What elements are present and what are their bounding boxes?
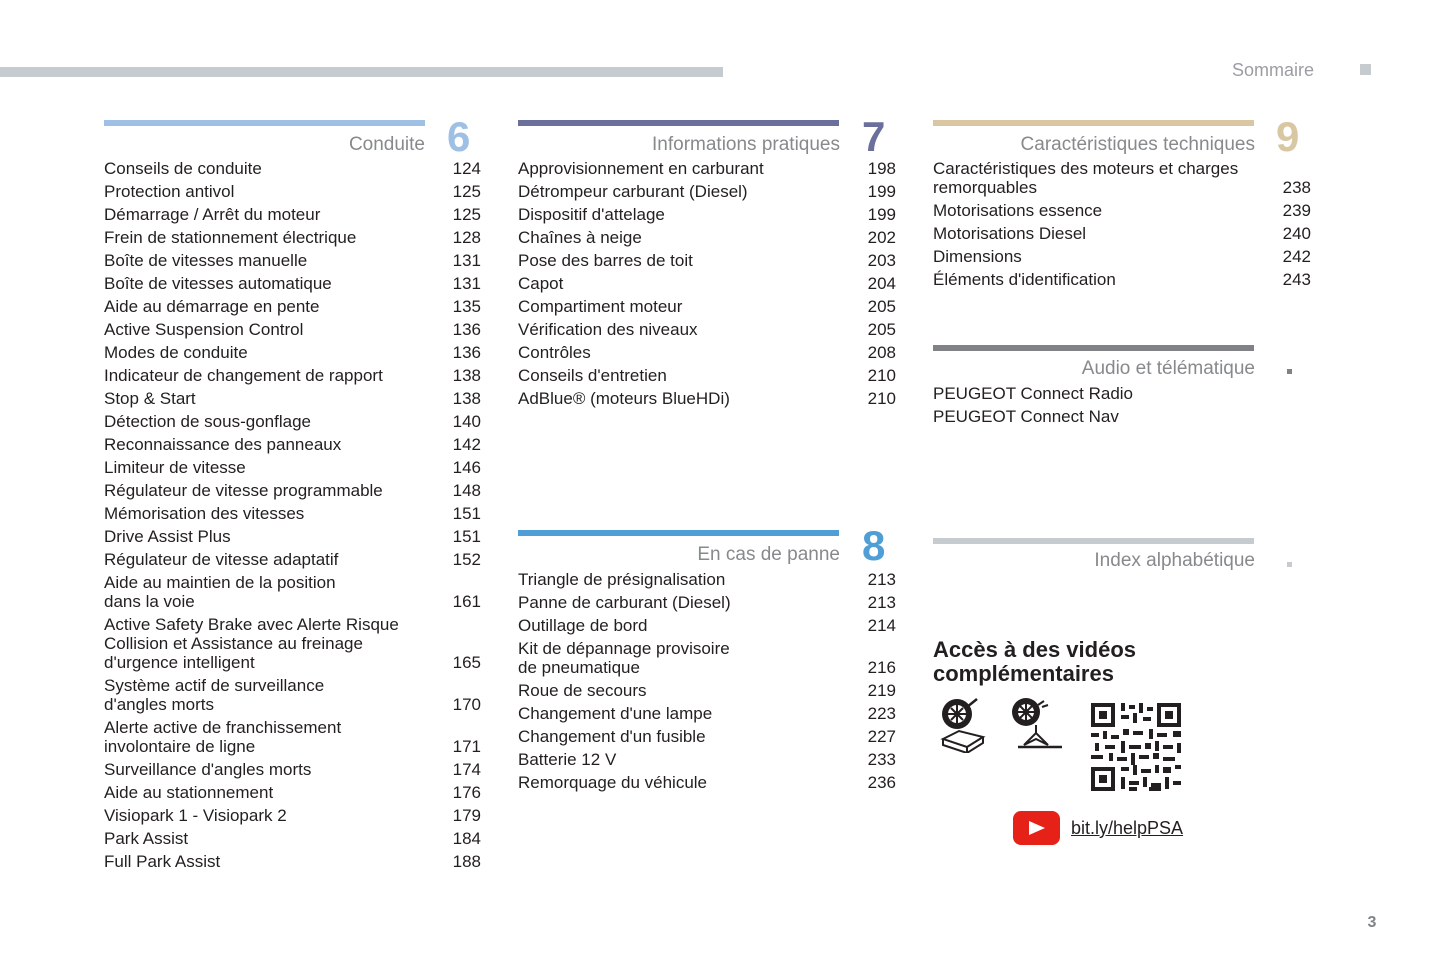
toc-entry-page: 202 <box>867 228 896 247</box>
toc-entry-page: 236 <box>867 773 896 792</box>
page-title: Sommaire <box>1231 60 1314 80</box>
page-number: 3 <box>1367 914 1377 931</box>
section-6-number[interactable]: 6 <box>447 113 471 160</box>
toc-entry[interactable] <box>518 205 896 228</box>
toc-entry-title: Vérification des niveaux <box>518 320 698 339</box>
toc-entry-title: Kit de dépannage provisoire de pneumatique <box>518 639 730 677</box>
header-bar <box>0 67 723 77</box>
toc-entry-title: Contrôles <box>518 343 591 362</box>
toc-entry-title: Boîte de vitesses manuelle <box>104 251 308 270</box>
toc-entry-title: Outillage de bord <box>518 616 648 635</box>
section-7-entries <box>518 159 896 412</box>
index-section-bar <box>933 538 1254 544</box>
toc-entry[interactable] <box>518 320 896 343</box>
toc-entry-page: 243 <box>1282 270 1311 289</box>
toc-entry[interactable] <box>518 616 896 639</box>
section-6-title[interactable]: Conduite <box>348 134 425 155</box>
toc-entry[interactable] <box>104 251 481 274</box>
toc-entry[interactable] <box>104 806 481 829</box>
toc-entry-title: Reconnaissance des panneaux <box>104 435 342 454</box>
toc-entry-title: Aide au stationnement <box>104 783 274 802</box>
toc-entry-page: 240 <box>1282 224 1311 243</box>
toc-entry-page: 205 <box>867 320 896 339</box>
toc-entry-title: Changement d'un fusible <box>518 727 706 746</box>
toc-entry-page: 131 <box>452 251 481 270</box>
section-6-entries <box>104 159 481 875</box>
toc-entry[interactable] <box>104 504 481 527</box>
toc-entry[interactable] <box>518 704 896 727</box>
toc-entry-page: 138 <box>452 366 481 385</box>
toc-entry[interactable] <box>518 570 896 593</box>
toc-entry-page: 198 <box>867 159 896 178</box>
toc-entry[interactable] <box>104 783 481 806</box>
toc-entry[interactable] <box>518 159 896 182</box>
toc-entry-title: Active Safety Brake avec Alerte Risque Collision et Assistance au freinage d'urgence intelligent <box>104 615 399 672</box>
audio-section-title[interactable]: Audio et télématique <box>1081 358 1255 379</box>
toc-entry-page: 171 <box>452 737 481 756</box>
toc-entry[interactable] <box>104 297 481 320</box>
toc-entry[interactable] <box>518 297 896 320</box>
section-7-title[interactable]: Informations pratiques <box>652 134 840 155</box>
toc-entry-title: Visiopark 1 - Visiopark 2 <box>104 806 287 825</box>
toc-entry-title: Frein de stationnement électrique <box>104 228 357 247</box>
toc-entry[interactable] <box>933 159 1311 201</box>
toc-entry-title: Modes de conduite <box>104 343 248 362</box>
toc-entry-page: 128 <box>452 228 481 247</box>
toc-entry-title: Roue de secours <box>518 681 647 700</box>
toc-entry-page: 125 <box>452 205 481 224</box>
toc-entry[interactable] <box>518 593 896 616</box>
toc-entry-title: Protection antivol <box>104 182 235 201</box>
toc-entry-page: 210 <box>867 389 896 408</box>
toc-entry-title: Active Suspension Control <box>104 320 304 339</box>
toc-entry-title: Mémorisation des vitesses <box>104 504 305 523</box>
toc-entry-page: 242 <box>1282 247 1311 266</box>
audio-section-marker <box>1287 369 1292 374</box>
toc-entry[interactable] <box>933 201 1311 224</box>
toc-entry[interactable] <box>104 527 481 550</box>
toc-entry[interactable] <box>518 389 896 412</box>
toc-entry-page: 124 <box>452 159 481 178</box>
toc-entry[interactable] <box>104 228 481 251</box>
toc-entry-page: 174 <box>452 760 481 779</box>
videos-title: Accès à des vidéos complémentaires <box>933 637 1137 686</box>
section-9-number[interactable]: 9 <box>1276 113 1300 160</box>
toc-entry-page: 184 <box>452 829 481 848</box>
toc-entry[interactable] <box>104 481 481 504</box>
qr-code-icon[interactable] <box>1091 703 1181 791</box>
toc-entry-title: Démarrage / Arrêt du moteur <box>104 205 321 224</box>
toc-entry[interactable] <box>104 550 481 573</box>
toc-entry[interactable] <box>518 182 896 205</box>
toc-entry[interactable] <box>104 718 481 760</box>
toc-entry[interactable] <box>518 366 896 389</box>
toc-entry-page: 165 <box>452 653 481 672</box>
toc-entry-title: Caractéristiques des moteurs et charges remorquables <box>933 159 1239 197</box>
section-9-bar <box>933 120 1254 126</box>
toc-entry-title: Régulateur de vitesse adaptatif <box>104 550 339 569</box>
toc-entry-title: Éléments d'identification <box>933 270 1116 289</box>
toc-entry-title: Indicateur de changement de rapport <box>104 366 383 385</box>
toc-entry-page: 161 <box>452 592 481 611</box>
toc-entry-page: 135 <box>452 297 481 316</box>
toc-entry[interactable] <box>104 182 481 205</box>
toc-entry[interactable] <box>933 407 1255 430</box>
index-section-marker <box>1287 562 1292 567</box>
tyre-repair-kit-icon <box>937 697 989 753</box>
section-6-bar <box>104 120 425 126</box>
audio-section-entries <box>933 384 1255 430</box>
toc-entry-title: Park Assist <box>104 829 189 848</box>
toc-entry[interactable] <box>518 750 896 773</box>
toc-entry-title: AdBlue® (moteurs BlueHDi) <box>518 389 730 408</box>
toc-entry-title: Drive Assist Plus <box>104 527 231 546</box>
toc-entry[interactable] <box>518 773 896 796</box>
toc-entry[interactable] <box>104 412 481 435</box>
toc-entry[interactable] <box>518 274 896 297</box>
toc-entry-page: 199 <box>867 182 896 201</box>
toc-entry-title: Alerte active de franchissement involontaire de ligne <box>104 718 342 756</box>
toc-entry[interactable] <box>518 343 896 366</box>
toc-entry-title: Système actif de surveillance d'angles morts <box>104 676 325 714</box>
toc-entry[interactable] <box>104 366 481 389</box>
toc-entry[interactable] <box>104 760 481 783</box>
toc-entry[interactable] <box>104 343 481 366</box>
toc-entry-title: PEUGEOT Connect Nav <box>933 407 1119 426</box>
section-8-entries <box>518 570 896 796</box>
toc-entry-title: Compartiment moteur <box>518 297 683 316</box>
toc-entry-title: Stop & Start <box>104 389 196 408</box>
toc-entry-page: 146 <box>452 458 481 477</box>
toc-entry-page: 233 <box>867 750 896 769</box>
toc-entry[interactable] <box>104 829 481 852</box>
toc-entry-title: Limiteur de vitesse <box>104 458 246 477</box>
toc-entry-title: Conseils d'entretien <box>518 366 667 385</box>
toc-entry-page: 151 <box>452 527 481 546</box>
toc-entry-title: Chaînes à neige <box>518 228 642 247</box>
toc-entry[interactable] <box>104 274 481 297</box>
toc-entry-title: Capot <box>518 274 564 293</box>
section-9-entries <box>933 159 1311 293</box>
toc-entry[interactable] <box>104 205 481 228</box>
toc-entry-page: 203 <box>867 251 896 270</box>
section-8-number[interactable]: 8 <box>862 522 886 569</box>
toc-entry-page: 151 <box>452 504 481 523</box>
toc-entry-page: 142 <box>452 435 481 454</box>
toc-entry-page: 214 <box>867 616 896 635</box>
toc-entry[interactable] <box>104 676 481 718</box>
toc-entry-title: Aide au démarrage en pente <box>104 297 320 316</box>
toc-entry-page: 131 <box>452 274 481 293</box>
index-section-title[interactable]: Index alphabétique <box>1094 550 1255 571</box>
section-8-bar <box>518 530 839 536</box>
section-7-number[interactable]: 7 <box>862 113 886 160</box>
toc-entry[interactable] <box>104 615 481 676</box>
youtube-play-icon[interactable] <box>1013 811 1060 845</box>
toc-entry-title: Dispositif d'attelage <box>518 205 665 224</box>
toc-entry[interactable] <box>518 251 896 274</box>
video-link[interactable]: bit.ly/helpPSA <box>1071 818 1184 838</box>
toc-entry-page: 204 <box>867 274 896 293</box>
toc-entry-page: 213 <box>867 593 896 612</box>
toc-entry-page: 210 <box>867 366 896 385</box>
toc-entry-page: 138 <box>452 389 481 408</box>
toc-entry-title: Régulateur de vitesse programmable <box>104 481 383 500</box>
toc-entry-page: 223 <box>867 704 896 723</box>
toc-entry-title: Remorquage du véhicule <box>518 773 708 792</box>
toc-entry-page: 227 <box>867 727 896 746</box>
toc-entry-title: Détrompeur carburant (Diesel) <box>518 182 748 201</box>
toc-entry-page: 205 <box>867 297 896 316</box>
section-7-bar <box>518 120 839 126</box>
toc-entry-title: Approvisionnement en carburant <box>518 159 764 178</box>
toc-entry-page: 148 <box>452 481 481 500</box>
toc-entry[interactable] <box>518 228 896 251</box>
toc-entry[interactable] <box>104 852 481 875</box>
toc-entry[interactable] <box>933 270 1311 293</box>
toc-entry-title: Full Park Assist <box>104 852 221 871</box>
toc-entry-page: 140 <box>452 412 481 431</box>
toc-entry-page: 199 <box>867 205 896 224</box>
toc-entry[interactable] <box>518 681 896 704</box>
header-square-marker <box>1360 64 1371 75</box>
toc-entry[interactable] <box>104 458 481 481</box>
toc-entry-page: 125 <box>452 182 481 201</box>
toc-entry-page: 238 <box>1282 178 1311 197</box>
toc-entry-page: 216 <box>867 658 896 677</box>
toc-entry-title: Changement d'une lampe <box>518 704 713 723</box>
toc-entry[interactable] <box>104 435 481 458</box>
section-9-title[interactable]: Caractéristiques techniques <box>1020 134 1255 155</box>
toc-entry-page: 239 <box>1282 201 1311 220</box>
toc-entry[interactable] <box>104 573 481 615</box>
toc-entry-title: Panne de carburant (Diesel) <box>518 593 731 612</box>
toc-entry[interactable] <box>104 389 481 412</box>
toc-entry-page: 176 <box>452 783 481 802</box>
toc-entry-title: Conseils de conduite <box>104 159 262 178</box>
toc-entry[interactable] <box>933 384 1255 407</box>
toc-entry-page: 136 <box>452 320 481 339</box>
toc-entry-page: 208 <box>867 343 896 362</box>
toc-entry[interactable] <box>518 727 896 750</box>
toc-entry[interactable] <box>933 247 1311 270</box>
toc-entry-title: Motorisations essence <box>933 201 1103 220</box>
toc-entry-page: 188 <box>452 852 481 871</box>
toc-entry[interactable] <box>104 320 481 343</box>
toc-entry-title: Pose des barres de toit <box>518 251 693 270</box>
toc-entry-page: 152 <box>452 550 481 569</box>
audio-section-bar <box>933 345 1254 351</box>
toc-entry-title: PEUGEOT Connect Radio <box>933 384 1133 403</box>
toc-entry-title: Détection de sous-gonflage <box>104 412 311 431</box>
toc-entry-title: Motorisations Diesel <box>933 224 1087 243</box>
toc-entry-page: 179 <box>452 806 481 825</box>
toc-entry-title: Batterie 12 V <box>518 750 617 769</box>
toc-entry-title: Boîte de vitesses automatique <box>104 274 332 293</box>
toc-entry-title: Aide au maintien de la position dans la voie <box>104 573 336 611</box>
toc-entry[interactable] <box>933 224 1311 247</box>
toc-entry[interactable] <box>104 159 481 182</box>
toc-entry-title: Triangle de présignalisation <box>518 570 726 589</box>
toc-entry[interactable] <box>518 639 896 681</box>
toc-entry-page: 136 <box>452 343 481 362</box>
toc-entry-page: 219 <box>867 681 896 700</box>
toc-entry-title: Dimensions <box>933 247 1022 266</box>
toc-entry-page: 213 <box>867 570 896 589</box>
toc-entry-title: Surveillance d'angles morts <box>104 760 312 779</box>
section-8-title[interactable]: En cas de panne <box>697 544 840 565</box>
toc-entry-page: 170 <box>452 695 481 714</box>
spare-wheel-jack-icon <box>1008 697 1064 753</box>
